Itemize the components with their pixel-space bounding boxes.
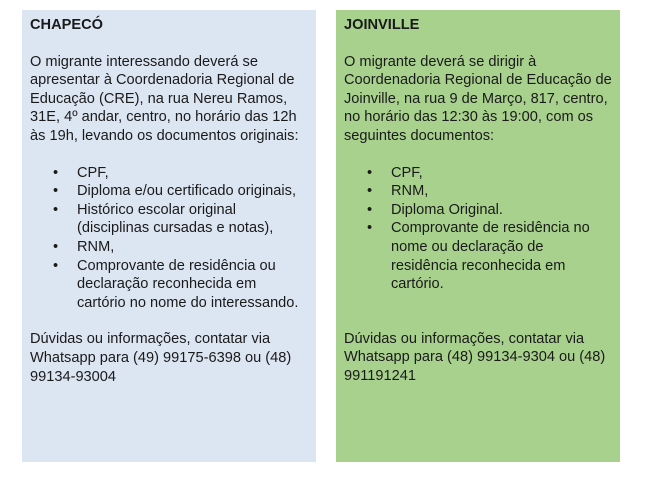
chapeco-document-list [30,164,308,313]
joinville-contact: Dúvidas ou informações, contatar via Whatsapp para (48) 99134-9304 ou (48) 991191241 [344,330,606,384]
joinville-intro: O migrante deverá se dirigir à Coordenadoria Regional de Educação de Joinville, na rua 9 de Março, 817, centro, no horário das 12:30 às 19:00, com os seguintes documentos: [344,53,612,144]
list-item: • RNM, [77,238,308,257]
spacer [344,312,612,330]
chapeco-intro: O migrante interessando deverá se apresentar à Coordenadoria Regional de Educação (CRE), na rua Nereu Ramos, 31E, 4º andar, centro, no horário das 12h às 19h, levando os documentos originais: [30,53,299,144]
chapeco-contact: Dúvidas ou informações, contatar via Whatsapp para (49) 99175-6398 ou (48) 99134-93004 [30,331,292,385]
list-item: • Histórico escolar original (disciplinas cursadas e notas), [77,201,308,238]
joinville-column [336,10,620,462]
list-item: • Diploma Original. [391,201,612,220]
list-item: • CPF, [77,164,308,183]
list-item: • CPF, [391,164,612,183]
list-item: • Comprovante de residência ou declaração reconhecida em cartório no nome do interessando. [77,257,308,313]
list-item: • RNM, [391,182,612,201]
joinville-title: JOINVILLE [344,17,420,33]
list-item: • Diploma e/ou certificado originais, [77,182,308,201]
chapeco-column [22,10,316,462]
list-item: • Comprovante de residência no nome ou declaração de residência reconhecida em cartório. [391,219,612,293]
chapeco-title: CHAPECÓ [30,17,103,33]
joinville-document-list [344,164,612,294]
